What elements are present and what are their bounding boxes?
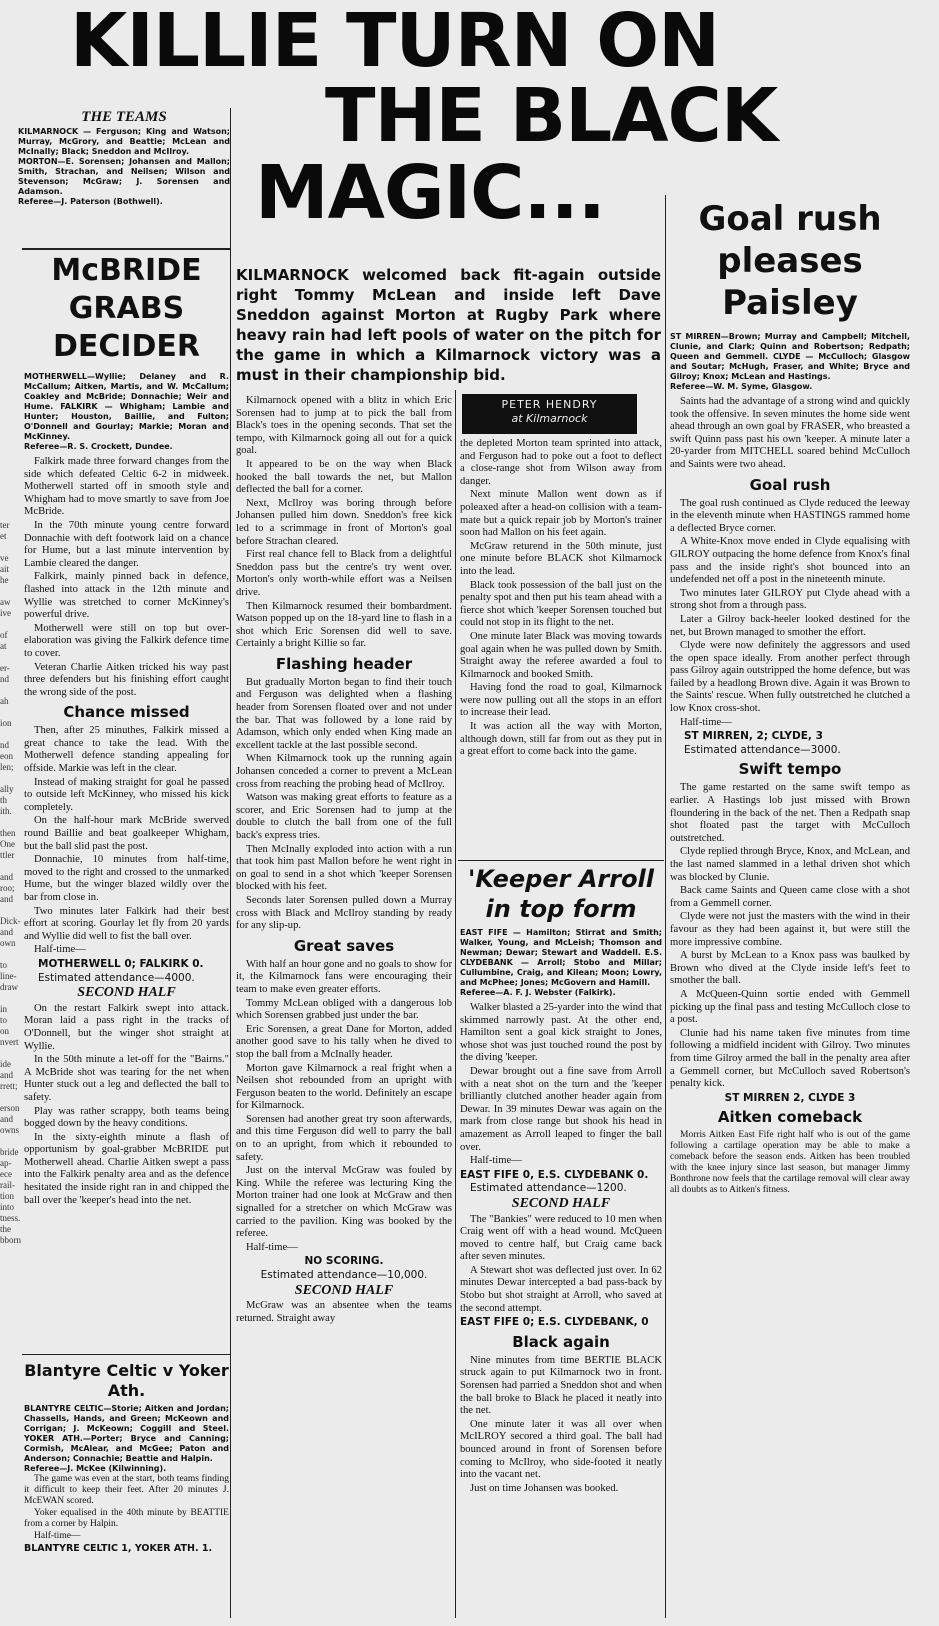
paragraph: When Kilmarnock took up the running again Johansen conceded a corner to prevent a McLean cross from reaching the probing head of McIlroy. (236, 753, 452, 790)
paragraph: Then Kilmarnock resumed their bombardment. Watson popped up on the 18-yard line to flash in a shot which Eric Sorensen did well to save. Certainly a bright Killie so far. (236, 600, 452, 650)
subheading: Black again (512, 1332, 610, 1351)
arroll-referee: Referee—A. F. J. Webster (Falkirk). (460, 988, 616, 997)
margin-fragment (0, 905, 22, 916)
margin-fragment: nvert (0, 1037, 19, 1047)
margin-fragment: ally (0, 784, 14, 794)
halftime-label: Half-time— (34, 1531, 81, 1541)
blantyre-article (24, 1358, 229, 1620)
paragraph: Clunie had his name taken five minutes from time following a midfield incident with Gilroy. Two minutes from time Gilroy armed the ball in the penalty area after a Gemmell corner, but McCulloch saved Robertson's penalty kick. (670, 1027, 910, 1090)
paragraph: Clyde were not just the masters with the wind in their favour as they had been against it, but were still the more impressive combine. (670, 911, 910, 948)
margin-fragment: rrett; (0, 1081, 18, 1091)
margin-fragment: roo; (0, 883, 15, 893)
headline-line-1: KILLIE TURN ON (70, 0, 720, 84)
paragraph: Next, McIlroy was boring through before Johansen pulled him down. Sneddon's free kick led to a scrimmage in front of Morton's goal before Strachan cleared. (236, 497, 452, 547)
margin-fragment: own (0, 938, 16, 948)
margin-fragment: bride (0, 1147, 19, 1157)
paragraph: One minute later it was all over when McILROY secored a third goal. The ball had bounced around in front of Sorensen before coming to McIlroy, who side-footed it neatly into the vacant net. (460, 1418, 662, 1481)
margin-fragment: et (0, 531, 7, 541)
paisley-article (670, 198, 910, 1620)
attendance: Estimated attendance—3000. (684, 743, 841, 756)
paragraph: It appeared to be on the way when Black hooked the ball towards the net, but Mallon deflected the ball for a corner. (236, 458, 452, 496)
margin-fragment: of (0, 630, 8, 640)
paragraph: Kilmarnock opened with a blitz in which Eric Sorensen had to jump at to pick the ball from Black's toes in the opening seconds. That set the tempo, with Kilmarnock going all out for a quick goal. (236, 395, 452, 457)
margin-fragment: to (0, 960, 8, 970)
margin-fragment (0, 729, 22, 740)
subheading: Great saves (293, 936, 395, 955)
blantyre-headline: Blantyre Celtic v Yoker Ath. (24, 1361, 229, 1400)
paisley-headline-1: Goal rush (698, 199, 882, 239)
margin-fragment: ide (0, 1059, 11, 1069)
paragraph: On the restart Falkirk swept into attack. Moran laid a pass right in the tracks of O'Donnell, but the winger shot straight at Wyllie. (24, 1002, 229, 1052)
paragraph: A Stewart shot was deflected just over. In 62 minutes Dewar intercepted a bad pass-back by Stobo but shot straight at Arroll, who saved at the second attempt. (460, 1264, 662, 1314)
margin-fragment: One (0, 839, 15, 849)
paragraph: The "Bankies" were reduced to 10 men when Craig went off with a head wound. McQueen moved to centre half, but Craig came back after seven minutes. (460, 1213, 662, 1263)
margin-fragment: to (0, 1015, 8, 1025)
blantyre-referee: Referee—J. McKee (Kilwinning). (24, 1464, 167, 1473)
margin-fragment: erson (0, 1103, 20, 1113)
margin-fragment: and (0, 1070, 13, 1080)
paragraph: Instead of making straight for goal he passed to outside left McKinney, who missed his kick completely. (24, 776, 229, 813)
margin-fragment: tness. (0, 1213, 21, 1223)
paragraph: McGraw returend in the 50th minute, just one minute before BLACK shot Kilmarnock into the lead. (460, 540, 662, 577)
paragraph: It was action all the way with Morton, although down, still far from out as they put in a great effort to come back into the game. (460, 721, 662, 758)
attendance: Estimated attendance—1200. (470, 1182, 627, 1195)
paragraph: Black took possession of the ball just on the penalty spot and then put his team ahead with a fierce shot which 'keeper Sorensen touched but could not stop in its flight to the net. (460, 579, 662, 629)
column-rule (455, 390, 456, 1618)
paragraph: In the 50th minute a let-off for the "Bairns." A McBride shot was tearing for the net when Hunter stuck out a leg and deflected the ball to safety. (24, 1054, 229, 1103)
paragraph: Dewar brought out a fine save from Arroll with a neat shot on the turn and the 'keeper brilliantly clutched another header again from Dewar. In 39 minutes Dewar was again on the mark from close range but shook his head in amazement as Arroll leaped to finger the ball over. (460, 1065, 662, 1153)
margin-fragment: ith. (0, 806, 12, 816)
margin-fragment (0, 949, 22, 960)
margin-fragment: bborn (0, 1235, 21, 1245)
margin-fragment (0, 817, 22, 828)
blantyre-score: BLANTYRE CELTIC 1, YOKER ATH. 1. (24, 1543, 213, 1554)
mcbride-article (24, 252, 229, 1352)
fulltime-score: ST MIRREN 2, CLYDE 3 (724, 1091, 856, 1104)
subheading: Chance missed (63, 703, 190, 722)
paragraph: Back came Saints and Queen came close with a shot from a Gemmell corner. (670, 885, 910, 909)
paragraph: First real chance fell to Black from a delightful Sneddon pass but the centre's try went over. Morton's only worth-while effort was a Neilsen drive. (236, 549, 452, 598)
margin-fragment: in (0, 1004, 8, 1014)
subheading: Flashing header (275, 654, 413, 673)
margin-fragment: at (0, 641, 7, 651)
margin-fragment: the (0, 1224, 11, 1234)
teams-box-title: THE TEAMS (81, 109, 167, 125)
margin-fragment: th (0, 795, 8, 805)
paisley-teams: ST MIRREN—Brown; Murray and Campbell; Mitchell, Clunie, and Clark; Quinn and Robertson; Redpath; Queen and Gemmell. CLYDE — McCulloch; Glasgow and Soutar; McHugh, Fraser, and White; Bryce and Gilroy; Knox; McLean and Hastings. (670, 332, 910, 381)
subheading: Aitken comeback (717, 1108, 863, 1127)
paragraph: Then, after 25 minuthes, Falkirk missed a great chance to take the lead. With the Motherwell defence standing appealing for offside. Markie was left in the clear. (24, 725, 229, 775)
mcbride-teams: MOTHERWELL—Wyllie; Delaney and R. McCallum; Aitken, Martis, and W. McCallum; Coakley and McBride; Donnachie; Weir and Hume. FALKIRK — Whigham; Lambie and Hunter; Houston, Baillie, and Fulton; O'Donnell and Gourlay; Markie; Moran and McKinney. (24, 372, 229, 441)
halftime-label: Half-time— (246, 1241, 298, 1253)
arroll-headline-2: in top form (485, 895, 637, 923)
paragraph: A burst by McLean to a Knox pass was baulked by Brown who dived at the Clyde inside left's feet to smother the ball. (670, 950, 910, 987)
paragraph: A McQueen-Quinn sortie ended with Gemmell picking up the final pass and testing McCulloch close to a post. (670, 988, 910, 1026)
paragraph: Later a Gilroy back-heeler looked destined for the net, but Brown managed to smother the effort. (670, 613, 910, 638)
teams-morton: MORTON—E. Sorensen; Johansen and Mallon; Smith, Strachan, and Neilsen; Wilson and Stevenson; McGraw; J. Sorensen and Adamson. (18, 156, 230, 196)
paragraph: Seconds later Sorensen pulled down a Murray cross with Black and McIlroy standing by ready for any slip-up. (236, 894, 452, 932)
margin-fragment: nd (0, 740, 9, 750)
paragraph: Sorensen had another great try soon afterwards, and this time Ferguson did well to parry the ball on to an upright, from which it rebounded to safety. (236, 1113, 452, 1163)
margin-fragment: ve (0, 553, 9, 563)
margin-fragment (0, 619, 22, 630)
margin-fragment: owns (0, 1125, 20, 1135)
margin-fragment: ion (0, 718, 12, 728)
paragraph: Veteran Charlie Aitken tricked his way past three defenders but his finishing effort caught the wrong side of the post. (24, 661, 229, 698)
paragraph: Just on time Johansen was booked. (470, 1482, 619, 1494)
paragraph: The game was even at the start, both teams finding it difficult to keep their feet. After 20 minutes J. McEWAN scored. (24, 1474, 229, 1506)
teams-referee: Referee—J. Paterson (Bothwell). (18, 196, 163, 206)
halftime-score: MOTHERWELL 0; FALKIRK 0. (38, 957, 204, 970)
margin-fragment: and (0, 872, 13, 882)
margin-fragment: then (0, 828, 16, 838)
subheading: SECOND HALF (294, 1282, 394, 1298)
paragraph: Saints had the advantage of a strong wind and quickly took the offensive. In seven minutes the home side went ahead through an own goal by FRASER, who breasted a swift Quinn pass past his own 'keeper. A minute later a 20-yarder from MITCHELL soared behind McCulloch and Saints were two ahead. (670, 396, 910, 470)
arroll-teams: EAST FIFE — Hamilton; Stirrat and Smith; Walker, Young, and McLeish; Thomson and Newman; Dewar; Stewart and Waddell. E.S. CLYDEBANK — Arroll; Stobo and Millar; Cullumbine, Craig, and Kilean; Moon; Lowry, and McPhee; Jones; McGovern and Hamill. (460, 928, 662, 987)
byline-name: PETER HENDRY (501, 398, 598, 411)
margin-fragment (0, 1136, 22, 1147)
paragraph: In the 70th minute young centre forward Donnachie with deft footwork laid on a chance for Hume, but a last minute intervention by Lambie cleared the danger. (24, 519, 229, 569)
margin-fragment: ive (0, 608, 11, 618)
margin-fragment: line- (0, 971, 17, 981)
blantyre-teams: BLANTYRE CELTIC—Storie; Aitken and Jordan; Chassells, Hands, and Green; McKeown and Corrigan; J. McKeown; Coggill and Steel. YOKER ATH.—Porter; Bryce and Canning; Cormish, McAlear, and McGee; Paton and Anderson; Connachie; Beattie and Halpin. (24, 1404, 229, 1463)
paragraph: With half an hour gone and no goals to show for it, the Kilmarnock fans were encouraging their team to make even greater efforts. (236, 958, 452, 995)
margin-fragment (0, 685, 22, 696)
column-rule (230, 108, 231, 1618)
paragraph: Two minutes later Falkirk had their best effort at scoring. Gourlay let fly from 20 yards and Wyllie did well to fist the ball over. (24, 905, 229, 942)
paragraph: Just on the interval McGraw was fouled by King. While the referee was lecturing King the Morton trainer had one look at McGraw and then signalled for a stretcher on which McGraw was carried to the pavilion. King was booked by the referee. (236, 1165, 452, 1240)
paragraph: The goal rush continued as Clyde reduced the leeway in the eleventh minute when HASTINGS rammed home a deflected Bryce corner. (670, 497, 910, 534)
paragraph: Falkirk made three forward changes from the side which defeated Celtic 6-2 in midweek. Motherwell started off in smooth style and Whigham had to move smartly to save from Joe McBride. (24, 456, 229, 518)
halftime-score: NO SCORING. (304, 1255, 384, 1268)
paragraph: Nine minutes from time BERTIE BLACK struck again to put Kilmarnock two in front. Sorensen had parried a Sneddon shot and when the ball broke to Black he placed it neatly into the net. (460, 1354, 662, 1417)
paragraph: Clyde were now definitely the aggressors and used the open space ideally. From another perfect through pass Gilroy again outstripped the home defence, but was failed by a headlong Brown dive. Again it was Brown to the Saints' rescue. When fully outstretched he clutched a low Knox cross-shot. (670, 640, 910, 715)
lead-paragraph: KILMARNOCK welcomed back fit-again outside right Tommy McLean and inside left Dave Sneddon against Morton at Rugby Park where heavy rain had left pools of water on the pitch for the game in which a Kilmarnock victory was a must in their championship bid. (236, 266, 661, 384)
margin-fragment: he (0, 575, 9, 585)
paragraph: Two minutes later GILROY put Clyde ahead with a strong shot from a through pass. (670, 587, 910, 612)
margin-fragment (0, 586, 22, 597)
margin-fragment: on (0, 1026, 9, 1036)
paragraph: On the half-hour mark McBride swerved round Baillie and beat goalkeeper Whigham, but the ball slid past the post. (24, 815, 229, 852)
paragraph: The game restarted on the same swift tempo as earlier. A Hastings lob just missed with Brown floundering in the back of the net. Then a Redpath snap shot floated past the target with McCulloch outstretched. (670, 782, 910, 844)
margin-fragment: and (0, 927, 13, 937)
margin-fragment: ait (0, 564, 9, 574)
section-rule (22, 1354, 230, 1355)
margin-fragment (0, 773, 22, 784)
headline-line-2: THE BLACK (325, 73, 778, 159)
margin-fragment: nd (0, 674, 9, 684)
paragraph: Falkirk, mainly pinned back in defence, flashed into attack in the 12th minute and Wyllie was stretched to corner McKinney's powerful drive. (24, 571, 229, 621)
margin-fragment (0, 861, 22, 872)
paragraph: Morris Aitken East Fife right half who is out of the game following a cartilage operation may be able to make a comeback before the season ends. Aitken has been troubled with the knee injury since last season, but manager Jimmy Bonthrone now feels that the cartilage removal will clear away all doubts as to Aitken's fitness. (670, 1130, 910, 1196)
arroll-headline-1: 'Keeper Arroll (467, 865, 655, 893)
subheading: SECOND HALF (511, 1195, 611, 1211)
paragraph: A White-Knox move ended in Clyde equalising with GILROY outpacing the home defence from Knox's final pass and the inside right's shot bounced into an undefended net off a post in the nineteenth minute. (670, 536, 910, 586)
halftime-label: Half-time— (680, 716, 732, 728)
mcbride-referee: Referee—R. S. Crockett, Dundee. (24, 442, 173, 451)
fulltime-score: EAST FIFE 0; E.S. CLYDEBANK, 0 (460, 1316, 649, 1329)
arroll-article (460, 864, 662, 1620)
paragraph: Yoker equalised in the 40th minute by BEATTIE from a corner by Halpin. (24, 1508, 229, 1529)
paragraph: Clyde replied through Bryce, Knox, and McLean, and the last named slammed in a lethal driven shot which was blocked by Clunie. (670, 846, 910, 883)
subheading: Swift tempo (738, 760, 842, 779)
margin-fragment (0, 993, 22, 1004)
margin-fragment: eon (0, 751, 13, 761)
paragraph: Watson was making great efforts to feature as a scorer, and Eric Sorensen had to jump at the double to clutch the ball from one of the full back's express tries. (236, 792, 452, 841)
paisley-headline-3: Paisley (722, 283, 858, 323)
paragraph: Walker blasted a 25-yarder into the wind that skimmed narrowly past. At the other end, Hamilton sent a goal kick straight to Jones, whose shot was just touched round the post by the diving 'keeper. (460, 1002, 662, 1064)
paragraph: Having fond the road to goal, Kilmarnock were now pulling out all the stops in an effort to increase their lead. (460, 682, 662, 719)
column-rule (22, 248, 230, 250)
attendance: Estimated attendance—10,000. (260, 1269, 428, 1281)
margin-fragment: and (0, 894, 13, 904)
teams-box (18, 108, 230, 246)
halftime-label: Half-time— (470, 1155, 522, 1167)
margin-fragment: aw (0, 597, 11, 607)
paragraph: the depleted Morton team sprinted into attack, and Ferguson had to poke out a foot to deflect a close-range shot from Wilson away from danger. (460, 438, 662, 487)
main-article-col-2 (460, 438, 662, 858)
paragraph: McGraw was an absentee when the teams returned. Straight away (236, 1300, 452, 1324)
paisley-referee: Referee—W. M. Syme, Glasgow. (670, 382, 813, 391)
margin-fragment: ttler (0, 850, 15, 860)
margin-fragment (0, 542, 22, 553)
mcbride-headline: McBRIDE GRABS DECIDER (51, 253, 202, 364)
paragraph: Play was rather scrappy, both teams being bogged down by the heavy conditions. (24, 1105, 229, 1130)
subheading: Goal rush (749, 475, 831, 494)
margin-fragment: len; (0, 762, 14, 772)
section-rule (458, 860, 664, 861)
paragraph: Morton gave Kilmarnock a real fright when a Neilsen shot rebounded from an upright with Ferguson beaten to the world. Definitely an escape for Kilmarnock. (236, 1062, 452, 1112)
margin-fragment: and (0, 1114, 13, 1124)
margin-fragment (0, 707, 22, 718)
byline-place: at Kilmarnock (511, 412, 588, 425)
halftime-score: EAST FIFE 0, E.S. CLYDEBANK 0. (460, 1168, 649, 1181)
margin-fragment: ap-ece (0, 1158, 12, 1179)
paragraph: Eric Sorensen, a great Dane for Morton, added another good save to his tally when he dived to stop the ball from a McInally header. (236, 1023, 452, 1060)
paragraph: But gradually Morton began to find their touch and Ferguson was delighted when a flashing header from Sorensen floated over and not under the bar. That was followed by a lone raid by Adamson, which only ended when King made an excellent tackle at the last possible second. (236, 676, 452, 751)
main-article-col-1 (236, 395, 452, 1620)
margin-fragment (0, 1048, 22, 1059)
column-rule (665, 195, 666, 1618)
halftime-label: Half-time— (34, 944, 86, 956)
margin-fragment: tion (0, 1191, 15, 1201)
margin-fragment: er- (0, 663, 10, 673)
margin-fragment: ter (0, 520, 10, 530)
paragraph: Tommy McLean obliged with a dangerous lob which Sorensen grabbed just under the bar. (236, 997, 452, 1022)
margin-fragment (0, 652, 22, 663)
paragraph: Then McInally exploded into action with a run that took him past Mallon before he went right in on goal to send in a shot which 'keeper Sorensen blocked with his feet. (236, 843, 452, 893)
subheading: SECOND HALF (77, 985, 176, 1001)
margin-fragment: rail- (0, 1180, 15, 1190)
teams-kilmarnock: KILMARNOCK — Ferguson; King and Watson; Murray, McGrory, and Beattie; McLean and McInally; Black; Sneddon and McIlroy. (18, 126, 230, 156)
paragraph: Next minute Mallon went down as if poleaxed after a head-on collision with a team-mate but a quick repair job by Morton's trainer soon had Mallon on his feet again. (460, 489, 662, 539)
halftime-score: ST MIRREN, 2; CLYDE, 3 (684, 730, 823, 743)
paragraph: Donnachie, 10 minutes from half-time, moved to the right and crossed to the unmarked Hume, but the winger blazed wildly over the bar from close in. (24, 854, 229, 903)
headline-line-3: MAGIC... (255, 150, 605, 236)
paragraph: One minute later Black was moving towards goal again when he was pulled down by Smith. Straight away the referee awarded a foul to Kilmarnock and booked Smith. (460, 630, 662, 680)
byline-box (462, 394, 637, 434)
main-article-lead (236, 265, 661, 390)
attendance: Estimated attendance—4000. (38, 971, 195, 984)
paragraph: In the sixty-eighth minute a flash of opportunism by goal-grabber McBRIDE put Motherwell ahead. Charlie Aitken swept a pass into the Falkirk penalty area and as the defence hesitated the inside right ran in and chipped the ball over the 'keeper's head into the net. (24, 1131, 229, 1206)
margin-fragment (0, 1092, 22, 1103)
paragraph: Motherwell were still on top but over-elaboration was giving the Falkirk defence time to cover. (24, 622, 229, 659)
margin-fragment: into (0, 1202, 15, 1212)
paisley-headline-2: pleases (717, 241, 863, 281)
margin-fragment: draw (0, 982, 18, 992)
margin-fragment: ah (0, 696, 9, 706)
margin-fragment: Dick- (0, 916, 21, 926)
